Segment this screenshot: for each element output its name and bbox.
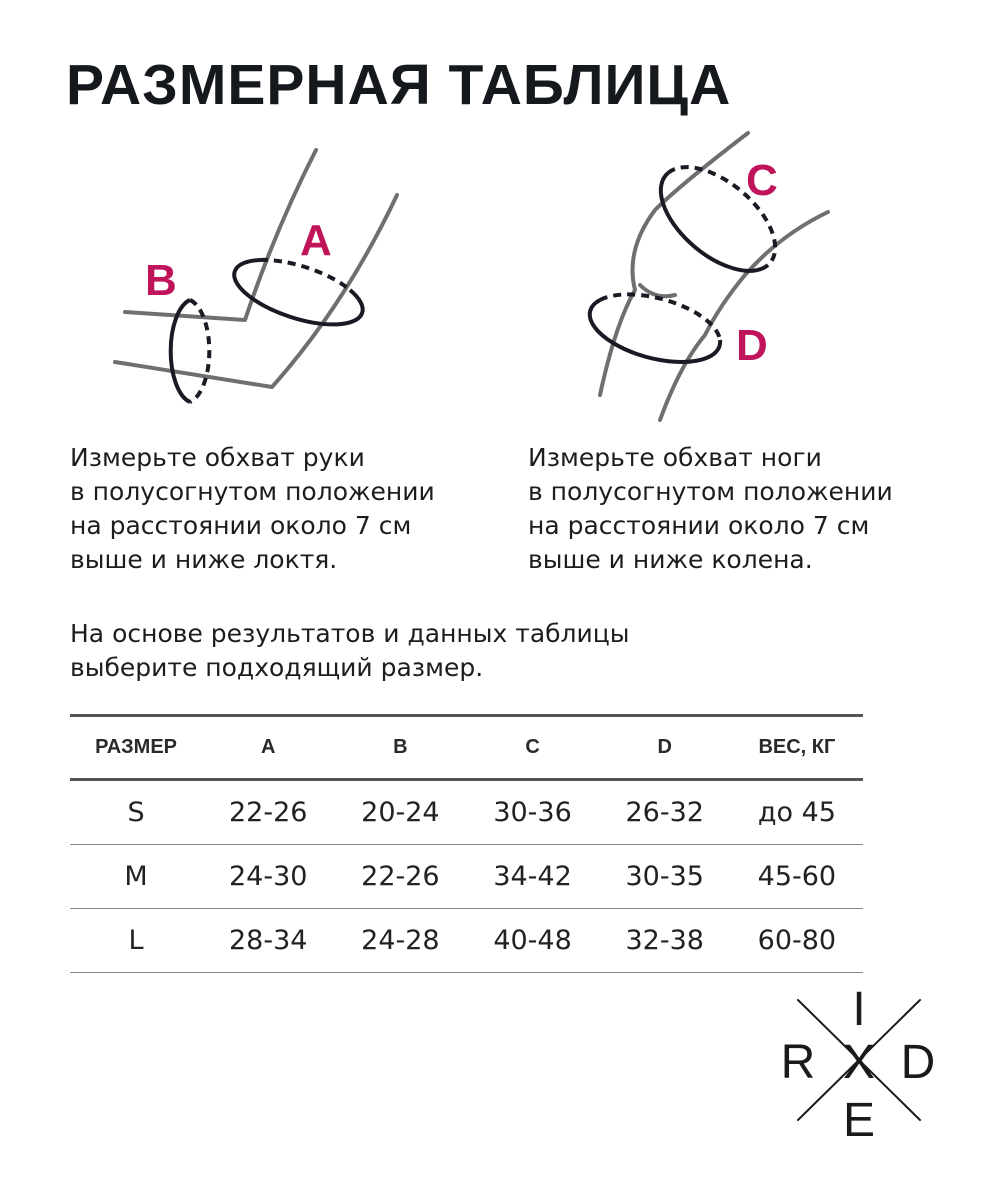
knee-illustration — [580, 125, 840, 425]
leg-caption-line: выше и ниже колена. — [528, 545, 813, 574]
table-cell: S — [70, 780, 202, 845]
label-b: B — [145, 256, 177, 305]
table-cell: 22-26 — [334, 845, 466, 909]
leg-caption-line: Измерьте обхват ноги — [528, 443, 822, 472]
logo-letter-left: R — [780, 1036, 816, 1089]
label-d: D — [736, 321, 768, 370]
logo-letter-bottom: E — [842, 1094, 876, 1140]
arm-caption-line: выше и ниже локтя. — [70, 545, 338, 574]
note-line: На основе результатов и данных таблицы — [70, 619, 630, 648]
table-cell: 24-30 — [202, 845, 334, 909]
logo-letter-top: I — [852, 985, 866, 1036]
label-a: A — [300, 216, 332, 265]
table-cell: 30-35 — [599, 845, 731, 909]
header-b: B — [334, 716, 466, 780]
table-row — [70, 909, 863, 973]
table-cell: 34-42 — [466, 845, 598, 909]
leg-inner-outline — [660, 212, 828, 420]
table-cell: 32-38 — [599, 909, 731, 973]
table-cell: 40-48 — [466, 909, 598, 973]
logo-letter-right: D — [900, 1036, 936, 1089]
table-cell: 26-32 — [599, 780, 731, 845]
table-cell: L — [70, 909, 202, 973]
table-cell: M — [70, 845, 202, 909]
header-weight: ВЕС, КГ — [731, 716, 863, 780]
arm-caption-line: на расстоянии около 7 см — [70, 511, 412, 540]
leg-caption — [528, 441, 893, 577]
table-cell: 28-34 — [202, 909, 334, 973]
size-table — [70, 714, 863, 973]
table-cell: 45-60 — [731, 845, 863, 909]
table-header-row — [70, 716, 863, 780]
arm-caption-line: в полусогнутом положении — [70, 477, 435, 506]
table-cell: 22-26 — [202, 780, 334, 845]
arm-caption-line: Измерьте обхват руки — [70, 443, 365, 472]
instruction-note — [70, 617, 630, 685]
brand-logo — [778, 985, 938, 1140]
table-row — [70, 845, 863, 909]
table-cell: 24-28 — [334, 909, 466, 973]
table-cell: 60-80 — [731, 909, 863, 973]
logo-letter-center: X — [842, 1036, 876, 1089]
page-title: РАЗМЕРНАЯ ТАБЛИЦА — [66, 53, 732, 117]
arm-caption — [70, 441, 435, 577]
elbow-illustration — [100, 140, 400, 420]
header-c: C — [466, 716, 598, 780]
table-cell: до 45 — [731, 780, 863, 845]
leg-caption-line: в полусогнутом положении — [528, 477, 893, 506]
note-line: выберите подходящий размер. — [70, 653, 484, 682]
header-size: РАЗМЕР — [70, 716, 202, 780]
table-row — [70, 780, 863, 845]
header-a: A — [202, 716, 334, 780]
label-c: C — [746, 156, 778, 205]
header-d: D — [599, 716, 731, 780]
table-cell: 30-36 — [466, 780, 598, 845]
leg-caption-line: на расстоянии около 7 см — [528, 511, 870, 540]
table-cell: 20-24 — [334, 780, 466, 845]
